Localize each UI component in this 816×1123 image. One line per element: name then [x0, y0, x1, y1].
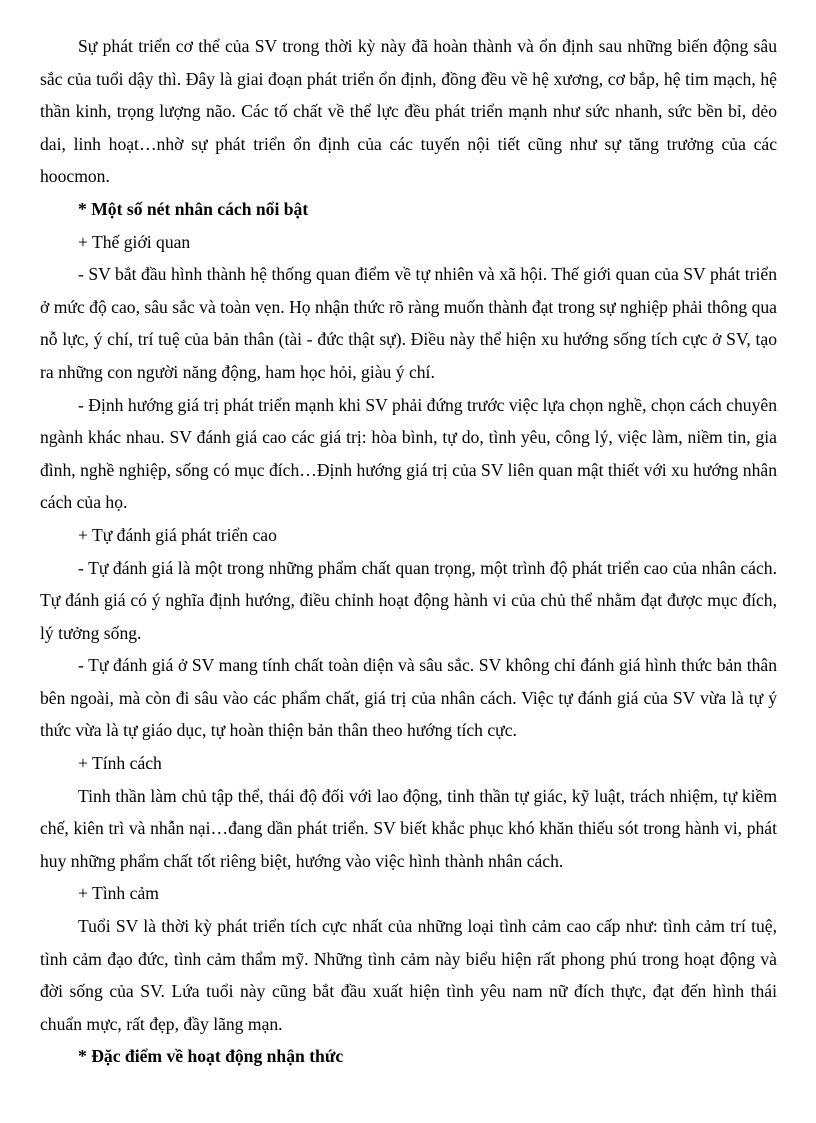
paragraph-value-orientation: - Định hướng giá trị phát triển mạnh khi SV phải đứng trước việc lựa chọn nghề, chọn cách chuyên ngành khác nhau. SV đánh giá cao các giá trị: hòa bình, tự do, tình yêu, công lý, việc làm, niềm tin, gia đình, nghề nghiệp, sống có mục đích…Định hướng giá trị của SV liên quan mật thiết với xu hướng nhân cách của họ. [40, 394, 777, 513]
heading-cognitive-activity: * Đặc điểm về hoạt động nhận thức [78, 1046, 344, 1067]
subheading-emotion: + Tình cảm [78, 883, 159, 904]
paragraph-worldview: - SV bắt đầu hình thành hệ thống quan điểm về tự nhiên và xã hội. Thế giới quan của SV phát triển ở mức độ cao, sâu sắc và toàn vẹn. Họ nhận thức rõ ràng muốn thành đạt trong sự nghiệp phải thông qua nỗ lực, ý chí, trí tuệ của bản thân (tài - đức thật sự). Điều này thể hiện xu hướng sống tích cực ở SV, tạo ra những con người năng động, ham học hỏi, giàu ý chí. [40, 264, 777, 382]
paragraph-character: Tinh thần làm chủ tập thể, thái độ đối với lao động, tinh thần tự giác, kỹ luật, trách nhiệm, tự kiềm chế, kiên trì và nhẫn nại…đang dần phát triển. SV biết khắc phục khó khăn thiếu sót trong hành vi, phát huy những phẩm chất tốt riêng biệt, hướng vào việc hình thành nhân cách. [40, 785, 777, 871]
subheading-worldview: + Thế giới quan [78, 231, 191, 252]
paragraph-self-assessment-student: - Tự đánh giá ở SV mang tính chất toàn diện và sâu sắc. SV không chỉ đánh giá hình thức bản thân bên ngoài, mà còn đi sâu vào các phẩm chất, giá trị của nhân cách. Việc tự đánh giá của SV vừa là tự ý thức vừa là tự giáo dục, tự hoàn thiện bản thân theo hướng tích cực. [40, 655, 777, 741]
paragraph-self-assessment-definition: - Tự đánh giá là một trong những phẩm chất quan trọng, một trình độ phát triển cao của nhân cách. Tự đánh giá có ý nghĩa định hướng, điều chỉnh hoạt động hành vi của chủ thể nhằm đạt được mục đích, lý tưởng sống. [40, 557, 777, 643]
subheading-character: + Tính cách [78, 753, 162, 774]
heading-personality-traits: * Một số nét nhân cách nổi bật [78, 198, 309, 219]
paragraph-physical-development: Sự phát triển cơ thể của SV trong thời kỳ này đã hoàn thành và ổn định sau những biến động sâu sắc của tuổi dậy thì. Đây là giai đoạn phát triển ổn định, đồng đều về hệ xương, cơ bắp, hệ tim mạch, hệ thần kinh, trọng lượng não. Các tố chất về thể lực đều phát triển mạnh như sức nhanh, sức bền bỉ, dẻo dai, linh hoạt…nhờ sự phát triển ổn định của các tuyến nội tiết cũng như sự tăng trưởng của các hoocmon. [40, 36, 777, 187]
document-page [40, 30, 777, 1073]
paragraph-emotion: Tuổi SV là thời kỳ phát triển tích cực nhất của những loại tình cảm cao cấp như: tình cảm trí tuệ, tình cảm đạo đức, tình cảm thẩm mỹ. Những tình cảm này biểu hiện rất phong phú trong hoạt động và đời sống của SV. Lứa tuổi này cũng bắt đầu xuất hiện tình yêu nam nữ đích thực, đạt đến hình thái chuẩn mực, rất đẹp, đầy lãng mạn. [40, 916, 777, 1034]
subheading-self-assessment: + Tự đánh giá phát triển cao [78, 524, 277, 545]
